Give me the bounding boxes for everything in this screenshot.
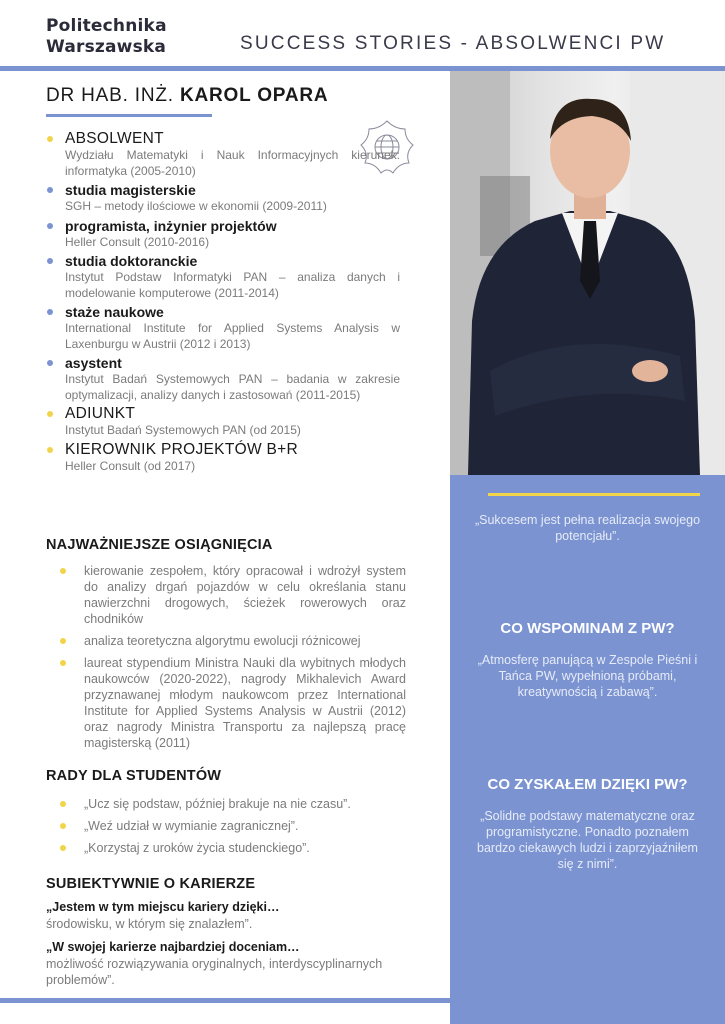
timeline-heading: KIEROWNIK PROJEKTÓW B+R [65, 440, 298, 458]
timeline-dot-icon [47, 258, 53, 264]
panel-quote-gains: „Solidne podstawy matematyczne oraz programistyczne. Ponadto poznałem bardzo ciekawych ludzi i zaprzyjaźniłem się z nimi”. [477, 809, 698, 871]
timeline-dot-icon [47, 223, 53, 229]
career-title: SUBIEKTYWNIE O KARIERZE [46, 876, 256, 892]
timeline-desc: Instytut Podstaw Informatyki PAN – analiza danych i modelowanie komputerowe (2011-2014) [65, 270, 400, 300]
list-item [60, 818, 406, 834]
timeline-heading: studia doktoranckie [65, 253, 198, 269]
career-timeline [46, 130, 400, 476]
advice-text: „Ucz się podstaw, później brakuje na nie czasu”. [84, 797, 351, 811]
bullet-icon [60, 823, 66, 829]
advice-text: „Weź udział w wymianie zagranicznej”. [84, 819, 299, 833]
career-answer-1: środowisku, w którym się znalazłem”. [46, 917, 253, 931]
name-underline [46, 114, 212, 117]
logo-line-2: Warszawska [46, 37, 167, 57]
person-name [46, 85, 328, 107]
timeline-desc: Heller Consult (2010-2016) [65, 234, 210, 249]
achievement-text: analiza teoretyczna algorytmu ewolucji różnicowej [84, 634, 361, 648]
timeline-desc: Heller Consult (od 2017) [65, 458, 196, 473]
timeline-desc: Instytut Badań Systemowych PAN – badania w zakresie optymalizacji, analizy danych i zastosowań (2011-2015) [65, 372, 400, 402]
achievements-title: NAJWAŻNIEJSZE OSIĄGNIĘCIA [46, 537, 273, 553]
timeline-heading: ABSOLWENT [65, 130, 164, 147]
list-item [60, 563, 406, 627]
achievements-list [60, 563, 406, 751]
career-answer-2: możliwość rozwiązywania oryginalnych, interdyscyplinarnych problemów”. [46, 957, 383, 987]
timeline-item [46, 217, 400, 251]
bullet-icon [60, 801, 66, 807]
achievement-text: laureat stypendium Ministra Nauki dla wybitnych młodych naukowców (2020-2022), nagrody Mikhalevich Award przyznawanej młodym naukowcom przez International Institute for Applied Systems Analysis w Austrii (2012) oraz nagrody Ministra Transportu za najlepszą pracę magisterską (2011) [84, 656, 406, 750]
timeline-heading: ADIUNKT [65, 405, 136, 422]
timeline-item [46, 303, 400, 352]
timeline-dot-icon [47, 360, 53, 366]
timeline-dot-icon [47, 187, 53, 193]
portrait-photo [450, 71, 725, 475]
timeline-desc: Instytut Badań Systemowych PAN (od 2015) [65, 423, 301, 437]
page-header-title: SUCCESS STORIES - ABSOLWENCI PW [240, 33, 666, 54]
advice-text: „Korzystaj z uroków życia studenckiego”. [84, 841, 310, 855]
panel-quote-memories: „Atmosferę panującą w Zespole Pieśni i Tańca PW, wypełnioną próbami, kreatywnością i zabawą”. [477, 653, 698, 699]
timeline-item [46, 181, 400, 215]
timeline-item [46, 252, 400, 301]
portrait-illustration [450, 71, 725, 475]
bottom-divider [0, 998, 450, 1003]
panel-quote-motto: „Sukcesem jest pełna realizacja swojego potencjału”. [474, 513, 701, 543]
name-title-prefix: DR HAB. INŻ. [46, 85, 174, 106]
panel-accent-line [488, 493, 700, 496]
list-item [60, 796, 406, 812]
timeline-heading: asystent [65, 355, 122, 371]
timeline-item [46, 405, 400, 439]
advice-title: RADY DLA STUDENTÓW [46, 768, 222, 784]
career-question-2: „W swojej karierze najbardziej doceniam… [46, 940, 300, 954]
bullet-icon [60, 660, 66, 666]
career-question-1: „Jestem w tym miejscu kariery dzięki… [46, 900, 280, 914]
list-item [60, 655, 406, 751]
panel-heading-gains: CO ZYSKAŁEM DZIĘKI PW? [487, 776, 688, 793]
bullet-icon [60, 845, 66, 851]
university-logo [46, 16, 176, 58]
timeline-dot-icon [47, 411, 53, 417]
timeline-heading: staże naukowe [65, 304, 164, 320]
timeline-item [46, 354, 400, 403]
timeline-heading: studia magisterskie [65, 182, 196, 198]
quote-panel [450, 475, 725, 1024]
advice-list [60, 796, 406, 856]
name-surname: KAROL OPARA [179, 85, 329, 106]
logo-line-1: Politechnika [46, 16, 167, 36]
list-item [60, 633, 406, 649]
panel-heading-memories: CO WSPOMINAM Z PW? [500, 620, 675, 637]
timeline-desc: International Institute for Applied Systems Analysis w Laxenburgu w Austrii (2012 i 2013) [65, 321, 400, 351]
timeline-item [46, 130, 400, 179]
timeline-heading: programista, inżynier projektów [65, 217, 277, 234]
timeline-dot-icon [47, 447, 53, 453]
timeline-dot-icon [47, 136, 53, 142]
timeline-desc: Wydziału Matematyki i Nauk Informacyjnych kierunek: informatyka (2005-2010) [65, 148, 400, 178]
list-item [60, 840, 406, 856]
timeline-item [46, 441, 400, 475]
timeline-dot-icon [47, 309, 53, 315]
timeline-desc: SGH – metody ilościowe w ekonomii (2009-2011) [65, 199, 327, 213]
achievement-text: kierowanie zespołem, który opracował i wdrożył system do analizy drgań pojazdów w celu określania stanu nawierzchni drogowych, ścieżek rowerowych oraz chodników [84, 564, 406, 626]
bullet-icon [60, 638, 66, 644]
bullet-icon [60, 568, 66, 574]
